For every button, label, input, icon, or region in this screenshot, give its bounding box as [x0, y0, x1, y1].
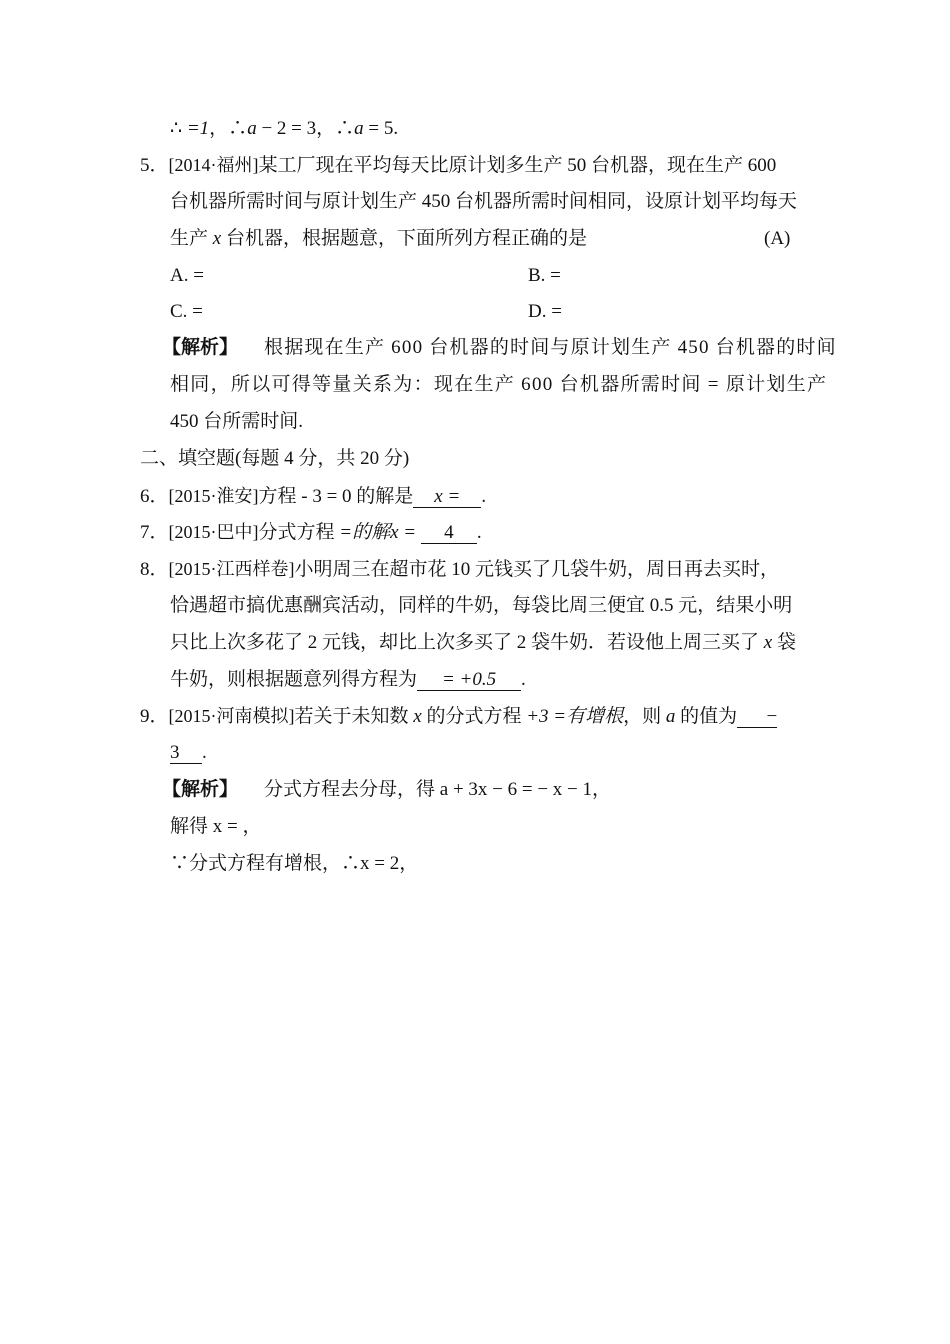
q5-analysis-2: 相同，所以可得等量关系为：现在生产 600 台机器所需时间 = 原计划生产: [170, 374, 828, 395]
section-heading: 二、填空题(每题 4 分，共 20 分): [140, 448, 410, 469]
q5-option-c: C. =: [170, 301, 203, 322]
q5-line-1: 5．[2014·福州]某工厂现在平均每天比原计划多生产 50 台机器，现在生产 600: [140, 155, 777, 176]
q6-answer-blank: x =: [413, 487, 481, 508]
solution-line-q4: ∴ =1，∴a − 2 = 3，∴a = 5.: [170, 118, 399, 139]
q8-line-1: 8．[2015·江西样卷]小明周三在超市花 10 元钱买了几袋牛奶，周日再去买时，: [140, 559, 780, 580]
q8-line-3: 只比上次多花了 2 元钱，却比上次多买了 2 袋牛奶．若设他上周三买了 x 袋: [170, 632, 796, 653]
q5-option-d: D. =: [528, 301, 562, 322]
q5-option-b: B. =: [528, 265, 561, 286]
q7-line: 7．[2015·巴中]分式方程 =的解x = 4 .: [140, 522, 482, 543]
analysis-label: 【解析】: [162, 779, 239, 800]
q5-analysis-1: 【解析】 根据现在生产 600 台机器的时间与原计划生产 450 台机器的时间: [162, 337, 837, 358]
q5-analysis-3: 450 台所需时间.: [170, 411, 304, 432]
q7-answer-blank: 4: [421, 523, 477, 544]
q5-line-2: 台机器所需时间与原计划生产 450 台机器所需时间相同，设原计划平均每天: [170, 191, 798, 212]
analysis-label: 【解析】: [162, 337, 239, 358]
question-source: [2014·福州]: [168, 155, 259, 175]
q9-analysis-2: 解得 x = ，: [170, 816, 262, 837]
q8-line-2: 恰遇超市搞优惠酬宾活动，同样的牛奶，每袋比周三便宜 0.5 元，结果小明: [170, 595, 793, 616]
q6-line: 6．[2015·淮安]方程 - 3 = 0 的解是 x =.: [140, 486, 487, 507]
q9-analysis-3: ∵分式方程有增根，∴x = 2，: [170, 853, 419, 874]
question-number: 5．: [140, 155, 169, 176]
q8-line-4: 牛奶，则根据题意列得方程为= +0.5 .: [170, 669, 526, 690]
q5-line-3: 生产 x 台机器，根据题意，下面所列方程正确的是: [170, 228, 587, 249]
q8-answer-blank: = +0.5: [417, 670, 521, 691]
q5-option-a: A. =: [170, 265, 204, 286]
q5-answer: (A): [764, 228, 791, 249]
q9-answer-blank-part1: −: [737, 707, 777, 728]
q9-line-1: 9．[2015·河南模拟]若关于未知数 x 的分式方程 +3 =有增根，则 a 的值为 −: [140, 706, 778, 727]
q9-answer-blank-part2: 3: [170, 743, 202, 764]
q9-line-2: 3 .: [170, 742, 207, 763]
q9-analysis-1: 【解析】 分式方程去分母，得 a + 3x − 6 = − x − 1，: [162, 779, 612, 800]
